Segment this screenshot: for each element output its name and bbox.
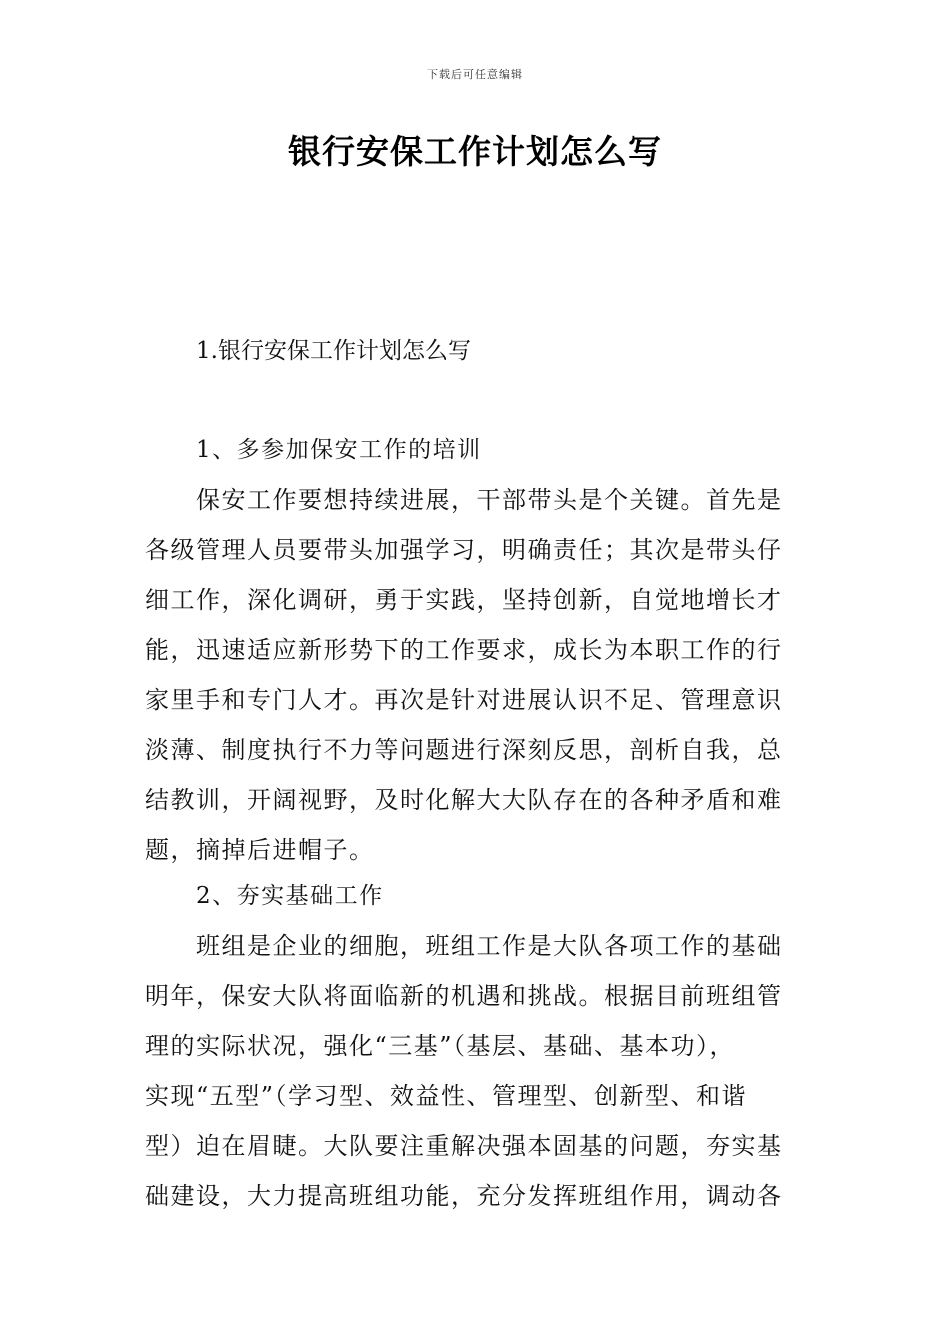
paragraph-line: 型）迫在眉睫。大队要注重解决强本固基的问题，夯实基 xyxy=(145,1132,783,1160)
paragraph-line: 保安工作要想持续进展，干部带头是个关键。首先是 xyxy=(196,486,783,514)
main-heading: 1.银行安保工作计划怎么写 xyxy=(196,338,471,364)
section-2 xyxy=(145,871,810,1221)
paragraph-line: 淡薄、制度执行不力等问题进行深刻反思，剖析自我，总 xyxy=(145,736,783,764)
section-2-heading: 2、夯实基础工作 xyxy=(196,883,384,909)
section-1-heading: 1、多参加保安工作的培训 xyxy=(196,437,482,463)
paragraph-line: 细工作，深化调研，勇于实践，坚持创新，自觉地增长才 xyxy=(145,586,783,614)
paragraph-line: 班组是企业的细胞，班组工作是大队各项工作的基础 xyxy=(196,932,783,960)
paragraph-line: 家里手和专门人才。再次是针对进展认识不足、管理意识 xyxy=(145,686,783,714)
paragraph-line: 题，摘掉后进帽子。 xyxy=(145,836,375,864)
paragraph-line: 础建设，大力提高班组功能，充分发挥班组作用，调动各 xyxy=(145,1182,783,1210)
section-1 xyxy=(145,425,810,875)
header-note: 下载后可任意编辑 xyxy=(427,68,523,81)
paragraph-line: 能，迅速适应新形势下的工作要求，成长为本职工作的行 xyxy=(145,636,783,664)
paragraph-line: 各级管理人员要带头加强学习，明确责任；其次是带头仔 xyxy=(145,536,783,564)
paragraph-line: 实现“五型”（学习型、效益性、管理型、创新型、和谐 xyxy=(145,1082,748,1110)
paragraph-line: 明年，保安大队将面临新的机遇和挑战。根据目前班组管 xyxy=(145,982,783,1010)
section-2-paragraph xyxy=(145,921,810,1221)
section-1-paragraph xyxy=(145,475,810,875)
paragraph-line: 结教训，开阔视野，及时化解大大队存在的各种矛盾和难 xyxy=(145,786,783,814)
document-title: 银行安保工作计划怎么写 xyxy=(288,132,662,171)
paragraph-line: 理的实际状况，强化“三基”（基层、基础、基本功）， xyxy=(145,1032,736,1060)
